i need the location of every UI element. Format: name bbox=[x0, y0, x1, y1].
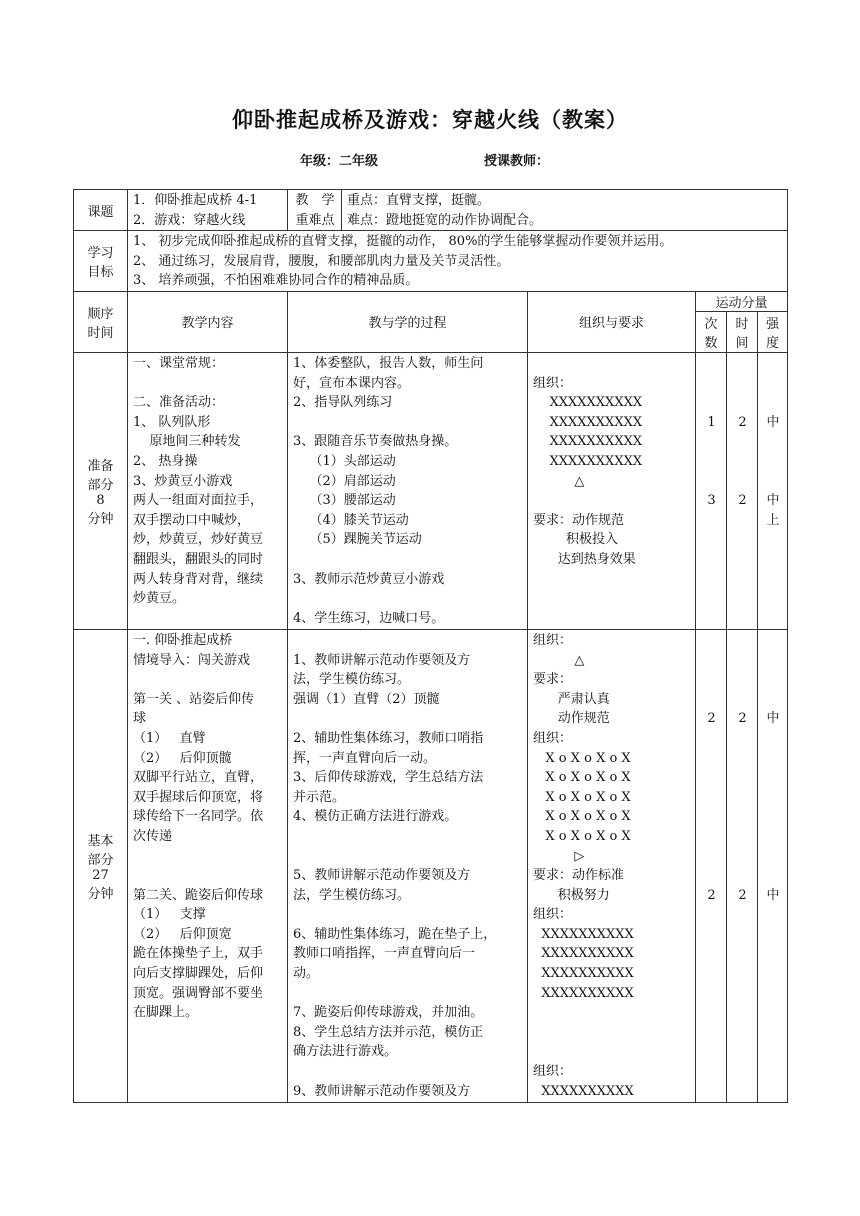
text-line: 2、指导队列练习 bbox=[293, 395, 393, 411]
text-line: 9、教师讲解示范动作要领及方 bbox=[293, 1083, 471, 1099]
text-line: 1、 队列队形 bbox=[133, 414, 211, 430]
times-header bbox=[696, 311, 727, 352]
text-line bbox=[701, 354, 722, 374]
text-line: （1） 直臂 bbox=[133, 730, 206, 746]
text-line: 中 bbox=[766, 887, 780, 903]
text-line: 球 bbox=[133, 711, 147, 727]
text-line: 3、教师示范炒黄豆小游戏 bbox=[293, 571, 445, 587]
text-line bbox=[763, 827, 783, 847]
text-line bbox=[763, 432, 783, 452]
prep-content bbox=[128, 352, 288, 629]
text-line bbox=[533, 1023, 691, 1043]
basic-organization bbox=[528, 629, 696, 1102]
text-line bbox=[732, 866, 753, 886]
text-line: XXXXXXXXXX bbox=[533, 946, 634, 962]
text-line bbox=[732, 472, 753, 492]
text-line bbox=[763, 354, 783, 374]
text-line bbox=[293, 709, 523, 729]
text-line: 第二关、跪姿后仰传球 bbox=[133, 887, 264, 903]
text-line: 顶宽。强调臀部不要坐 bbox=[133, 985, 264, 1001]
text-line: 3 bbox=[707, 493, 716, 509]
text-line: （1） 支撑 bbox=[133, 907, 206, 923]
basic-label bbox=[74, 629, 128, 1102]
text-line bbox=[732, 432, 753, 452]
text-line bbox=[133, 374, 283, 394]
text-line: 中 bbox=[766, 493, 780, 509]
text-line bbox=[701, 827, 722, 847]
intensity-header-line: 度 bbox=[766, 335, 780, 351]
goals-row bbox=[74, 231, 788, 292]
text-line: X o X o X o X bbox=[533, 809, 631, 825]
text-line: 一. 仰卧推起成桥 bbox=[133, 632, 233, 648]
text-line bbox=[133, 866, 283, 886]
text-line bbox=[701, 788, 722, 808]
duration-header-line: 间 bbox=[735, 335, 749, 351]
text-line: ▷ bbox=[533, 848, 585, 864]
text-line bbox=[732, 690, 753, 710]
text-line bbox=[701, 651, 722, 671]
page-title: 仰卧推起成桥及游戏：穿越火线（教案） bbox=[232, 107, 628, 132]
text-line bbox=[763, 670, 783, 690]
text-line: 两人转身背对背，继续 bbox=[133, 571, 264, 587]
text-line bbox=[732, 807, 753, 827]
text-line: 双手摆动口中喊炒， bbox=[133, 512, 251, 528]
text-line bbox=[293, 550, 523, 570]
text-line bbox=[133, 670, 283, 690]
keypoint-header-line: 重难点 bbox=[295, 212, 335, 228]
text-line: 8、学生总结方法并示范，模仿正 bbox=[293, 1024, 484, 1040]
text-line: 积极投入 bbox=[533, 532, 619, 548]
text-line bbox=[701, 432, 722, 452]
basic-row bbox=[74, 629, 788, 1102]
text-line: 翻跟头，翻跟头的同时 bbox=[133, 551, 264, 567]
order-header bbox=[74, 291, 128, 352]
lesson-plan-table bbox=[73, 189, 788, 1103]
goals-header-line: 学习 bbox=[87, 246, 114, 262]
prep-intensity bbox=[758, 352, 788, 629]
text-line: 1 bbox=[707, 414, 716, 430]
text-line: 中 bbox=[766, 414, 780, 430]
text-line: （2）肩部运动 bbox=[293, 473, 396, 489]
section-label-line: 分钟 bbox=[87, 511, 114, 527]
basic-intensity bbox=[758, 629, 788, 1102]
text-line: 组织： bbox=[533, 730, 573, 746]
keypoint-header-line: 教 学 bbox=[295, 193, 335, 208]
text-line bbox=[701, 749, 722, 769]
text-line bbox=[732, 729, 753, 749]
text-line: 1、教师讲解示范动作要领及方 bbox=[293, 652, 471, 668]
text-line bbox=[732, 452, 753, 472]
text-line bbox=[701, 374, 722, 394]
text-line bbox=[763, 452, 783, 472]
text-line bbox=[701, 393, 722, 413]
text-line: 2 bbox=[738, 887, 747, 903]
text-line bbox=[763, 807, 783, 827]
goal-item: 2、 通过练习，发展肩背，腰腹，和腰部肌肉力量及关节灵活性。 bbox=[133, 253, 510, 269]
text-line bbox=[732, 631, 753, 651]
prep-row bbox=[74, 352, 788, 629]
text-line bbox=[732, 749, 753, 769]
basic-times bbox=[696, 629, 727, 1102]
text-line bbox=[293, 847, 523, 867]
prep-label bbox=[74, 352, 128, 629]
goals-items bbox=[128, 231, 788, 292]
text-line bbox=[701, 729, 722, 749]
text-line: 2、辅助性集体练习，教师口哨指 bbox=[293, 730, 484, 746]
text-line: 二、准备活动： bbox=[133, 395, 225, 411]
text-line bbox=[133, 847, 283, 867]
text-line: 两人一组面对面拉手， bbox=[133, 493, 264, 509]
text-line: 2 bbox=[738, 711, 747, 727]
text-line: 2 bbox=[707, 887, 716, 903]
text-line: 一、课堂常规： bbox=[133, 355, 225, 371]
text-line: 组织： bbox=[533, 907, 573, 923]
text-line: 组织： bbox=[533, 375, 573, 391]
text-line: （3）腰部运动 bbox=[293, 493, 396, 509]
text-line bbox=[763, 631, 783, 651]
text-line: XXXXXXXXXX bbox=[533, 434, 643, 450]
text-line bbox=[763, 847, 783, 867]
text-line: 2 bbox=[738, 493, 747, 509]
text-line: 4、模仿正确方法进行游戏。 bbox=[293, 809, 458, 825]
text-line bbox=[763, 749, 783, 769]
text-line: 好，宣布本课内容。 bbox=[293, 375, 411, 391]
text-line: 向后支撑脚踝处，后仰 bbox=[133, 966, 264, 982]
text-line bbox=[701, 631, 722, 651]
text-line: 3、炒黄豆小游戏 bbox=[133, 473, 233, 489]
text-line: X o X o X o X bbox=[533, 750, 631, 766]
text-line: 3、跟随音乐节奏做热身操。 bbox=[293, 434, 458, 450]
text-line: 教师口哨指挥，一声直臂向后一 bbox=[293, 946, 476, 962]
text-line: XXXXXXXXXX bbox=[533, 926, 634, 942]
text-line bbox=[701, 768, 722, 788]
basic-content bbox=[128, 629, 288, 1102]
text-line: XXXXXXXXXX bbox=[533, 395, 643, 411]
text-line: △ bbox=[533, 473, 585, 489]
text-line: （1）头部运动 bbox=[293, 453, 396, 469]
text-line: 组织： bbox=[533, 632, 573, 648]
goal-item: 1、 初步完成仰卧推起成桥的直臂支撑，挺髋的动作， 80%的学生能够掌握动作要领并运用。 bbox=[133, 234, 673, 250]
text-line bbox=[763, 472, 783, 492]
intensity-header bbox=[758, 311, 788, 352]
text-line bbox=[701, 690, 722, 710]
text-line: （5）踝腕关节运动 bbox=[293, 532, 422, 548]
text-line bbox=[701, 452, 722, 472]
text-line bbox=[732, 788, 753, 808]
text-line: XXXXXXXXXX bbox=[533, 1083, 634, 1099]
prep-times bbox=[696, 352, 727, 629]
teacher-label: 授课教师： bbox=[484, 154, 550, 169]
text-line: 确方法进行游戏。 bbox=[293, 1044, 398, 1060]
text-line: 原地间三种转发 bbox=[133, 434, 241, 450]
text-line: 中 bbox=[766, 711, 780, 727]
text-line: 并示范。 bbox=[293, 789, 346, 805]
text-line: 动。 bbox=[293, 966, 320, 982]
text-line: 法，学生模仿练习。 bbox=[293, 887, 411, 903]
section-label-line: 部分 bbox=[87, 852, 114, 868]
text-line bbox=[701, 472, 722, 492]
text-line bbox=[763, 690, 783, 710]
keypoint-line: 重点：直臂支撑，挺髋。 bbox=[347, 193, 491, 208]
text-line: 3、后仰传球游戏，学生总结方法 bbox=[293, 770, 484, 786]
text-line bbox=[732, 651, 753, 671]
load-header: 运动分量 bbox=[696, 291, 788, 311]
text-line bbox=[763, 768, 783, 788]
text-line: X o X o X o X bbox=[533, 770, 631, 786]
goals-header-line: 目标 bbox=[87, 265, 114, 281]
section-label-line: 8 bbox=[96, 492, 105, 508]
text-line: 法，学生模仿练习。 bbox=[293, 672, 411, 688]
text-line: 2 bbox=[738, 414, 747, 430]
text-line bbox=[701, 866, 722, 886]
text-line: 2 bbox=[707, 711, 716, 727]
text-line: 要求：动作规范 bbox=[533, 512, 625, 528]
goal-item: 3、 培养顽强，不怕困难难协同合作的精神品质。 bbox=[133, 273, 419, 289]
text-line: 双手握球后仰顶宽，将 bbox=[133, 789, 264, 805]
text-line: 挥，一声直臂向后一动。 bbox=[293, 750, 437, 766]
text-line: 炒，炒黄豆，炒好黄豆 bbox=[133, 532, 264, 548]
keypoint-header bbox=[288, 190, 342, 231]
keypoint-line: 难点：蹬地挺宽的动作协调配合。 bbox=[347, 212, 543, 228]
times-header-line: 次 bbox=[704, 316, 718, 332]
text-line bbox=[293, 905, 523, 925]
topic-row bbox=[74, 190, 788, 231]
section-label-line: 准备 bbox=[87, 458, 114, 474]
topic-items bbox=[128, 190, 288, 231]
text-line: X o X o X o X bbox=[533, 828, 631, 844]
text-line bbox=[732, 768, 753, 788]
text-line: XXXXXXXXXX bbox=[533, 414, 643, 430]
section-label-line: 27 bbox=[92, 867, 109, 883]
duration-header-line: 时 bbox=[735, 316, 749, 332]
text-line: （4）膝关节运动 bbox=[293, 512, 409, 528]
topic-item: 2．游戏：穿越火线 bbox=[133, 212, 246, 228]
prep-process bbox=[288, 352, 528, 629]
text-line: 组织： bbox=[533, 1064, 573, 1080]
text-line: 次传递 bbox=[133, 828, 173, 844]
basic-process bbox=[288, 629, 528, 1102]
text-line bbox=[732, 374, 753, 394]
text-line bbox=[732, 354, 753, 374]
goals-header bbox=[74, 231, 128, 292]
text-line: 4、学生练习，边喊口号。 bbox=[293, 610, 445, 626]
intensity-header-line: 强 bbox=[766, 316, 780, 332]
text-line: 上 bbox=[766, 512, 780, 528]
keypoints bbox=[342, 190, 788, 231]
text-line: 强调（1）直臂（2）顶髋 bbox=[293, 691, 440, 707]
text-line: 第一关 、站姿后仰传 bbox=[133, 691, 255, 707]
text-line: 5、教师讲解示范动作要领及方 bbox=[293, 868, 471, 884]
topic-item: 1．仰卧推起成桥 4-1 bbox=[133, 193, 258, 208]
text-line: 积极努力 bbox=[533, 887, 610, 903]
text-line bbox=[293, 1062, 523, 1082]
organization-header: 组织与要求 bbox=[528, 291, 696, 352]
text-line: 1、体委整队，报告人数，师生问 bbox=[293, 355, 484, 371]
text-line bbox=[763, 866, 783, 886]
section-label-line: 部分 bbox=[87, 477, 114, 493]
text-line: X o X o X o X bbox=[533, 789, 631, 805]
text-line bbox=[763, 651, 783, 671]
text-line: 跪在体操垫子上，双手 bbox=[133, 946, 264, 962]
text-line bbox=[763, 374, 783, 394]
text-line: 情境导入：闯关游戏 bbox=[133, 652, 251, 668]
text-line bbox=[763, 788, 783, 808]
text-line: 达到热身效果 bbox=[533, 551, 636, 567]
text-line: （2） 后仰顶髋 bbox=[133, 750, 232, 766]
prep-duration bbox=[727, 352, 758, 629]
text-line bbox=[732, 670, 753, 690]
text-line: 球传给下一名同学。依 bbox=[133, 809, 264, 825]
text-line: 要求：动作标准 bbox=[533, 868, 625, 884]
text-line bbox=[701, 670, 722, 690]
order-header-line: 顺序 bbox=[87, 306, 114, 322]
text-line: 6、辅助性集体练习，跪在垫子上， bbox=[293, 926, 497, 942]
basic-duration bbox=[727, 629, 758, 1102]
text-line: 7、跪姿后仰传球游戏，并加油。 bbox=[293, 1005, 484, 1021]
order-header-line: 时间 bbox=[87, 325, 114, 341]
text-line: 要求： bbox=[533, 672, 573, 688]
text-line: 2、 热身操 bbox=[133, 453, 198, 469]
text-line bbox=[293, 984, 523, 1004]
text-line: 动作规范 bbox=[533, 711, 610, 727]
prep-organization bbox=[528, 352, 696, 629]
text-line bbox=[701, 847, 722, 867]
text-line: XXXXXXXXXX bbox=[533, 985, 634, 1001]
section-label-line: 基本 bbox=[87, 833, 114, 849]
text-line: 在脚踝上。 bbox=[133, 1005, 199, 1021]
times-header-line: 数 bbox=[704, 335, 718, 351]
text-line: 炒黄豆。 bbox=[133, 591, 186, 607]
text-line bbox=[732, 393, 753, 413]
text-line bbox=[732, 827, 753, 847]
duration-header bbox=[727, 311, 758, 352]
text-line: XXXXXXXXXX bbox=[533, 966, 634, 982]
text-line: （2） 后仰顶宽 bbox=[133, 926, 232, 942]
text-line bbox=[293, 589, 523, 609]
text-line bbox=[763, 393, 783, 413]
text-line bbox=[533, 1042, 691, 1062]
text-line bbox=[763, 729, 783, 749]
text-line bbox=[533, 1003, 691, 1023]
content-header: 教学内容 bbox=[128, 291, 288, 352]
text-line: 双脚平行站立，直臂， bbox=[133, 770, 264, 786]
text-line bbox=[533, 354, 691, 374]
text-line bbox=[701, 807, 722, 827]
section-label-line: 分钟 bbox=[87, 886, 114, 902]
column-header-row bbox=[74, 291, 788, 311]
grade-label: 年级：二年级 bbox=[300, 154, 379, 169]
text-line: 严肃认真 bbox=[533, 691, 610, 707]
text-line: XXXXXXXXXX bbox=[533, 453, 643, 469]
text-line bbox=[293, 413, 523, 433]
text-line bbox=[732, 847, 753, 867]
text-line bbox=[293, 631, 523, 651]
process-header: 教与学的过程 bbox=[288, 291, 528, 352]
topic-header: 课题 bbox=[74, 190, 128, 231]
text-line bbox=[293, 827, 523, 847]
text-line bbox=[533, 491, 691, 511]
text-line: △ bbox=[533, 652, 585, 668]
